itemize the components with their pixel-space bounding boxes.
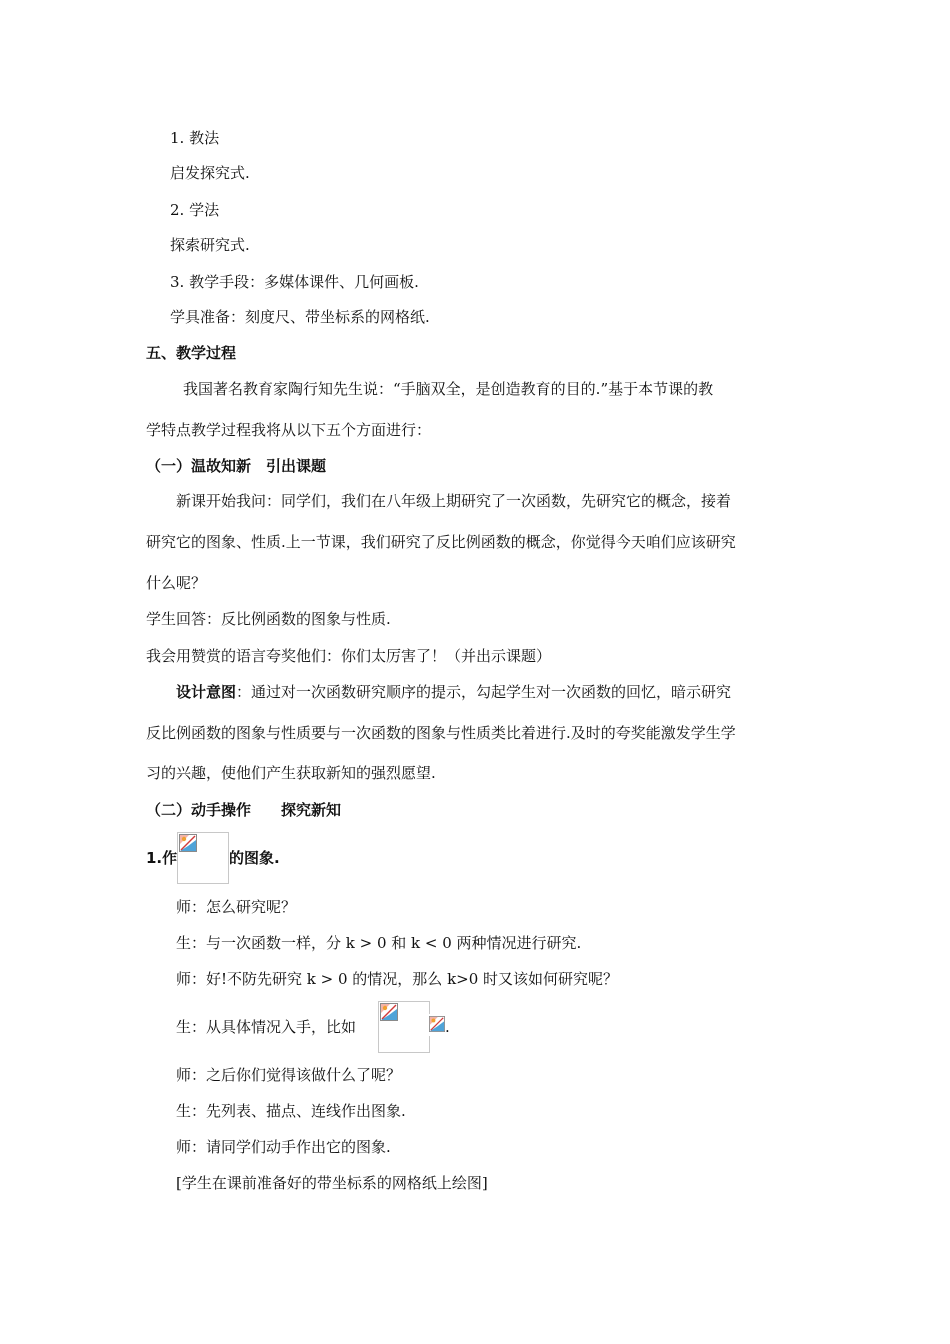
text-line: 3. 教学手段：多媒体课件、几何画板. bbox=[170, 273, 419, 291]
dialog-line: [学生在课前准备好的带坐标系的网格纸上绘图] bbox=[176, 1174, 488, 1192]
paragraph-line: 学特点教学过程我将从以下五个方面进行： bbox=[146, 421, 432, 439]
text-line: 学具准备：刻度尺、带坐标系的网格纸. bbox=[170, 308, 430, 326]
design-intent-text: ：通过对一次函数研究顺序的提示，勾起学生对一次函数的回忆，暗示研究 bbox=[236, 683, 732, 701]
question-post: 的图象. bbox=[229, 849, 280, 867]
paragraph-line bbox=[176, 682, 731, 702]
paragraph-line: 我国著名教育家陶行知先生说：“手脑双全，是创造教育的目的.”基于本节课的教 bbox=[183, 380, 714, 398]
paragraph-line: 习的兴趣，使他们产生获取新知的强烈愿望. bbox=[146, 764, 436, 782]
dialog-line: 师：之后你们觉得该做什么了呢？ bbox=[176, 1066, 402, 1084]
text-line: 2. 学法 bbox=[170, 201, 220, 219]
design-intent-label: 设计意图 bbox=[176, 683, 237, 701]
text-line: 1. 教法 bbox=[170, 129, 220, 147]
formula-image bbox=[177, 832, 229, 884]
section-heading: 五、教学过程 bbox=[146, 344, 237, 362]
formula-image bbox=[429, 1014, 445, 1036]
dialog-line: 师：好!不防先研究 k > 0 的情况，那么 k>0 时又该如何研究呢？ bbox=[176, 970, 619, 988]
subsection-heading: （二）动手操作 探究新知 bbox=[146, 801, 342, 819]
broken-image-icon bbox=[380, 1003, 398, 1021]
text-line: 探索研究式. bbox=[170, 236, 250, 254]
broken-image-icon bbox=[179, 834, 197, 852]
text-line: 启发探究式. bbox=[170, 164, 250, 182]
question-pre: 1.作 bbox=[146, 849, 178, 867]
paragraph-line: 我会用赞赏的语言夸奖他们：你们太厉害了！（并出示课题） bbox=[146, 647, 552, 665]
dialog-line: 生：与一次函数一样，分 k > 0 和 k < 0 两种情况进行研究. bbox=[176, 934, 582, 952]
dialog-line-end: . bbox=[445, 1018, 450, 1036]
paragraph-line: 反比例函数的图象与性质要与一次函数的图象与性质类比着进行.及时的夸奖能激发学生学 bbox=[146, 724, 736, 742]
paragraph-line: 学生回答：反比例函数的图象与性质. bbox=[146, 610, 391, 628]
paragraph-line: 研究它的图象、性质.上一节课，我们研究了反比例函数的概念，你觉得今天咱们应该研究 bbox=[146, 533, 736, 551]
dialog-line: 师：请同学们动手作出它的图象. bbox=[176, 1138, 391, 1156]
formula-image bbox=[378, 1001, 430, 1053]
subsection-heading: （一）温故知新 引出课题 bbox=[146, 457, 327, 475]
paragraph-line: 新课开始我问：同学们，我们在八年级上期研究了一次函数，先研究它的概念，接着 bbox=[176, 492, 732, 510]
broken-image-icon bbox=[429, 1016, 445, 1032]
dialog-line: 师：怎么研究呢？ bbox=[176, 898, 297, 916]
dialog-line: 生：从具体情况入手，比如 bbox=[176, 1018, 357, 1036]
dialog-line: 生：先列表、描点、连线作出图象. bbox=[176, 1102, 406, 1120]
paragraph-line: 什么呢？ bbox=[146, 574, 207, 592]
